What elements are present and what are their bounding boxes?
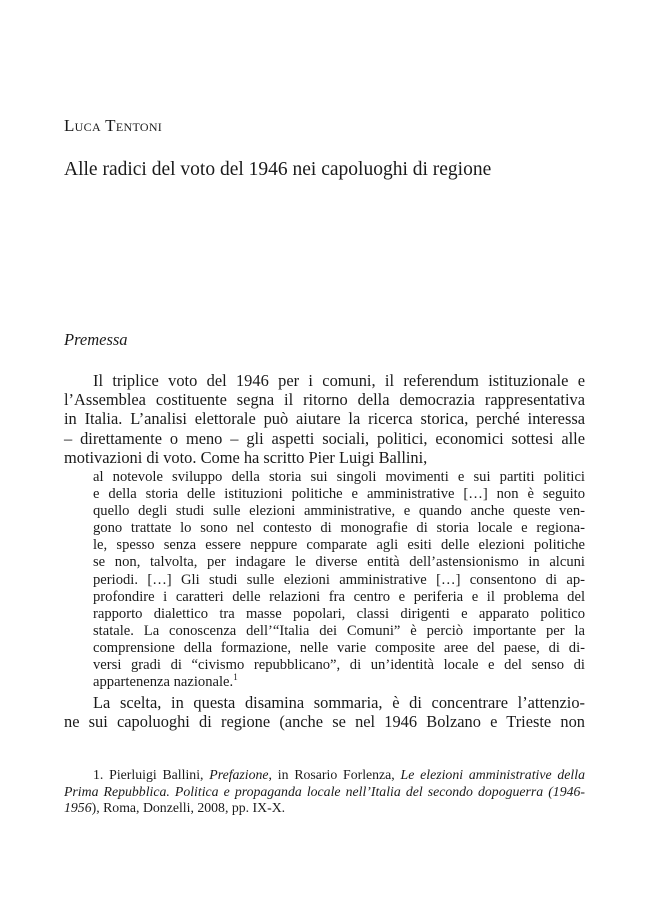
footnote-book-title-end: 1956: [64, 800, 92, 816]
footnote-line: [64, 800, 585, 817]
quote-line: le, spesso senza essere neppure comparate agli esiti delle elezioni politiche: [93, 537, 585, 554]
text-line: La scelta, in questa disamina sommaria, è di concentrare l’attenzio-: [93, 693, 585, 712]
footnote-author: Pierluigi Ballini,: [109, 767, 204, 782]
text-line: – direttamente o meno – gli aspetti sociali, politici, economici sottesi alle: [64, 428, 585, 448]
quote-line: rapporto dialettico tra masse popolari, classi dirigenti e apparato politico: [93, 605, 585, 622]
block-quote: [93, 469, 585, 691]
quote-line: periodi. […] Gli studi sulle elezioni amministrative […] consentono di ap-: [93, 571, 585, 588]
quote-line: comprensione della formazione, nelle varie composite aree del paese, di di-: [93, 639, 585, 656]
quote-line: quello degli studi sulle elezioni amministrative, e quando anche queste ven-: [93, 503, 585, 520]
footnote-work-title: Prefazione: [209, 767, 269, 782]
quote-line: e della storia delle istituzioni politiche e amministrative […] non è seguito: [93, 486, 585, 503]
footnote-line: Prima Repubblica. Politica e propaganda locale nell’Italia del secondo dopoguerra (1946-: [64, 783, 585, 799]
footnote-publication: ), Roma, Donzelli, 2008, pp. IX-X.: [91, 800, 286, 816]
footnote: [64, 767, 585, 817]
quote-line: se non, talvolta, per indagare le diverse entità dell’astensionismo in alcuni: [93, 554, 585, 571]
footnote-reference[interactable]: 1: [233, 672, 238, 683]
footnote-number: 1.: [93, 767, 104, 782]
text-line: l’Assemblea costituente segna il ritorno della democrazia rappresentativa: [64, 390, 585, 410]
footnote-line: [64, 767, 585, 784]
quote-line-last: [93, 674, 585, 691]
text-line: ne sui capoluoghi di regione (anche se nel 1946 Bolzano e Trieste non: [64, 712, 585, 732]
quote-line: al notevole sviluppo della storia sui singoli movimenti e sui partiti politici: [93, 469, 585, 485]
section-heading: Premessa: [64, 330, 128, 349]
footnote-text: , in Rosario Forlenza,: [268, 767, 395, 782]
quote-line: profondire i caratteri delle relazioni fra centro e periferia e il problema del: [93, 588, 585, 605]
paragraph-scope: [64, 693, 585, 731]
quote-line: statale. La conoscenza dell’“Italia dei Comuni” è perciò importante per la: [93, 622, 585, 639]
paragraph-intro: [64, 371, 585, 467]
footnote-book-title: Le elezioni amministrative della: [400, 767, 585, 782]
quote-line: gono trattate lo sono nel contesto di monografie di storia locale e regiona-: [93, 520, 585, 537]
quote-text: appartenenza nazionale.: [93, 674, 234, 691]
quote-line: versi gradi di “civismo repubblicano”, di un’identità locale e del senso di: [93, 657, 585, 674]
chapter-title: Alle radici del voto del 1946 nei capoluoghi di regione: [64, 159, 492, 180]
text-line: in Italia. L’analisi elettorale può aiutare la ricerca storica, perché interessa: [64, 409, 585, 429]
text-line: Il triplice voto del 1946 per i comuni, il referendum istituzionale e: [93, 371, 585, 390]
chapter-author: Luca Tentoni: [64, 116, 163, 135]
text-line: motivazioni di voto. Come ha scritto Pier Luigi Ballini,: [64, 447, 428, 467]
